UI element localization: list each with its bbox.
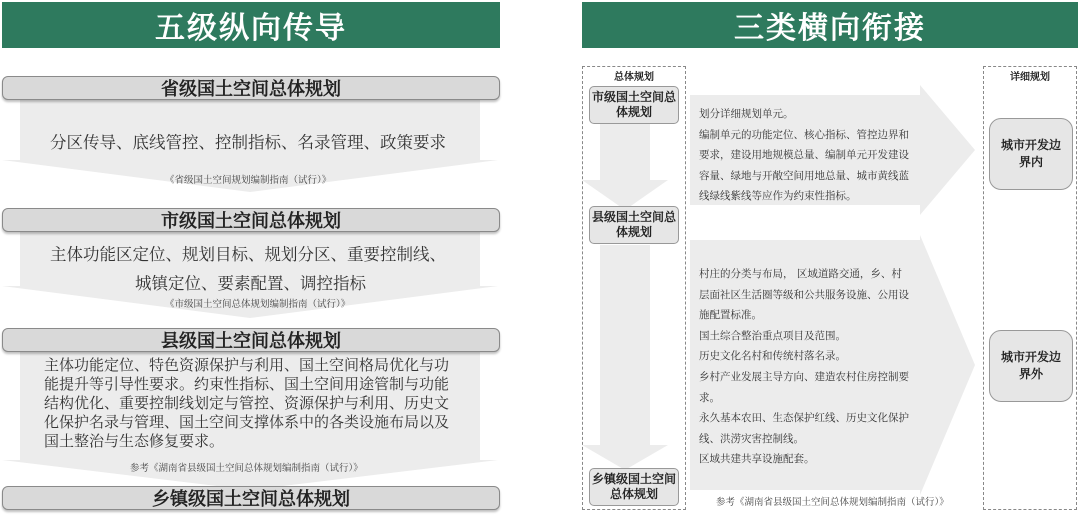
text-line: 历史文化名村和传统村落名录。 (699, 350, 846, 363)
upper-requirements-text (699, 104, 949, 207)
county-plan-reference: 参考《湖南省县级国土空间总体规划编制指南（试行）》 (130, 463, 363, 474)
provincial-plan-reference: 《省级国土空间规划编制指南（试行）》 (165, 175, 332, 186)
county-level-box: 县级国土空间总体规划 (589, 206, 679, 244)
county-plan-title: 县级国土空间总体规划 (161, 331, 341, 352)
city-level-box: 市级国土空间总体规划 (589, 86, 679, 124)
text-line: 村庄的分类与布局， 区域道路交通，乡、村 (699, 268, 902, 280)
lower-requirements-text (699, 264, 949, 470)
provincial-plan-bar (2, 76, 500, 100)
township-plan-bar (2, 486, 500, 510)
provincial-plan-title: 省级国土空间总体规划 (161, 79, 341, 100)
outside-urban-boundary-label: 城市开发边界外 (1001, 350, 1062, 381)
text-line: 线、洪涝灾害控制线。 (699, 432, 804, 445)
text-line: 编制单元的功能定位、核心指标、管控边界和 (699, 128, 909, 141)
county-plan-line: 主体功能定位、特色资源保护与利用、国土空间格局优化与功 (44, 356, 450, 374)
provincial-plan-content: 分区传导、底线管控、控制指标、名录管理、政策要求 (50, 133, 446, 152)
text-line: 层面社区生活圈等级和公共服务设施、公用设 (699, 288, 909, 301)
county-plan-content (44, 356, 494, 451)
county-plan-line: 结构优化、重要控制线划定与管控、资源保护与利用、历史文 (44, 394, 450, 412)
text-line: 线绿线紫线等应作为约束性指标。 (699, 190, 857, 203)
text-line: 求。 (699, 391, 720, 404)
county-plan-line: 国土整治与生态修复要求。 (44, 432, 225, 450)
city-plan-content-line2: 城镇定位、要素配置、调控指标 (135, 274, 366, 293)
text-line: 区域共建共享设施配套。 (699, 453, 815, 466)
master-plan-column (582, 66, 686, 510)
text-line: 国土综合整治重点项目及范围。 (699, 329, 846, 342)
right-title: 三类横向衔接 (734, 11, 926, 46)
master-plan-column-label: 总体规划 (614, 72, 654, 83)
text-line: 容量、绿地与开敞空间用地总量、城市黄线蓝 (699, 169, 909, 182)
left-title-banner (2, 2, 500, 48)
right-reference: 参考《湖南省县级国土空间总体规划编制指南（试行）》 (716, 497, 949, 508)
county-plan-line: 能提升等引导性要求。约束性指标、国土空间用途管制与功能 (44, 375, 450, 393)
county-plan-line: 化保护名录与管理、国土空间支撑体系中的各类设施布局以及 (44, 413, 450, 431)
township-plan-title: 乡镇级国土空间总体规划 (152, 489, 350, 510)
city-plan-reference: 《市级国土空间总体规划编制指南（试行）》 (165, 299, 351, 310)
outside-urban-boundary-box (989, 330, 1073, 402)
right-title-banner (582, 2, 1078, 48)
text-line: 永久基本农田、生态保护红线、历史文化保护 (699, 412, 909, 425)
inside-urban-boundary-label: 城市开发边界内 (1001, 138, 1062, 169)
text-line: 要求，建设用地规模总量、编制单元开发建设 (699, 149, 909, 162)
text-line: 划分详细规划单元。 (699, 108, 794, 120)
city-plan-content-line1: 主体功能区定位、规划目标、规划分区、重要控制线、 (50, 245, 446, 264)
city-plan-bar (2, 208, 500, 232)
text-line: 乡村产业发展主导方向、建造农村住房控制要 (699, 370, 909, 383)
text-line: 施配置标准。 (699, 309, 762, 322)
township-level-box: 乡镇级国土空间总体规划 (589, 468, 679, 506)
inside-urban-boundary-box (989, 118, 1073, 190)
detailed-plan-column-label: 详细规划 (1010, 72, 1050, 83)
left-title: 五级纵向传导 (155, 11, 347, 46)
county-plan-bar (2, 328, 500, 352)
city-plan-title: 市级国土空间总体规划 (161, 211, 341, 232)
